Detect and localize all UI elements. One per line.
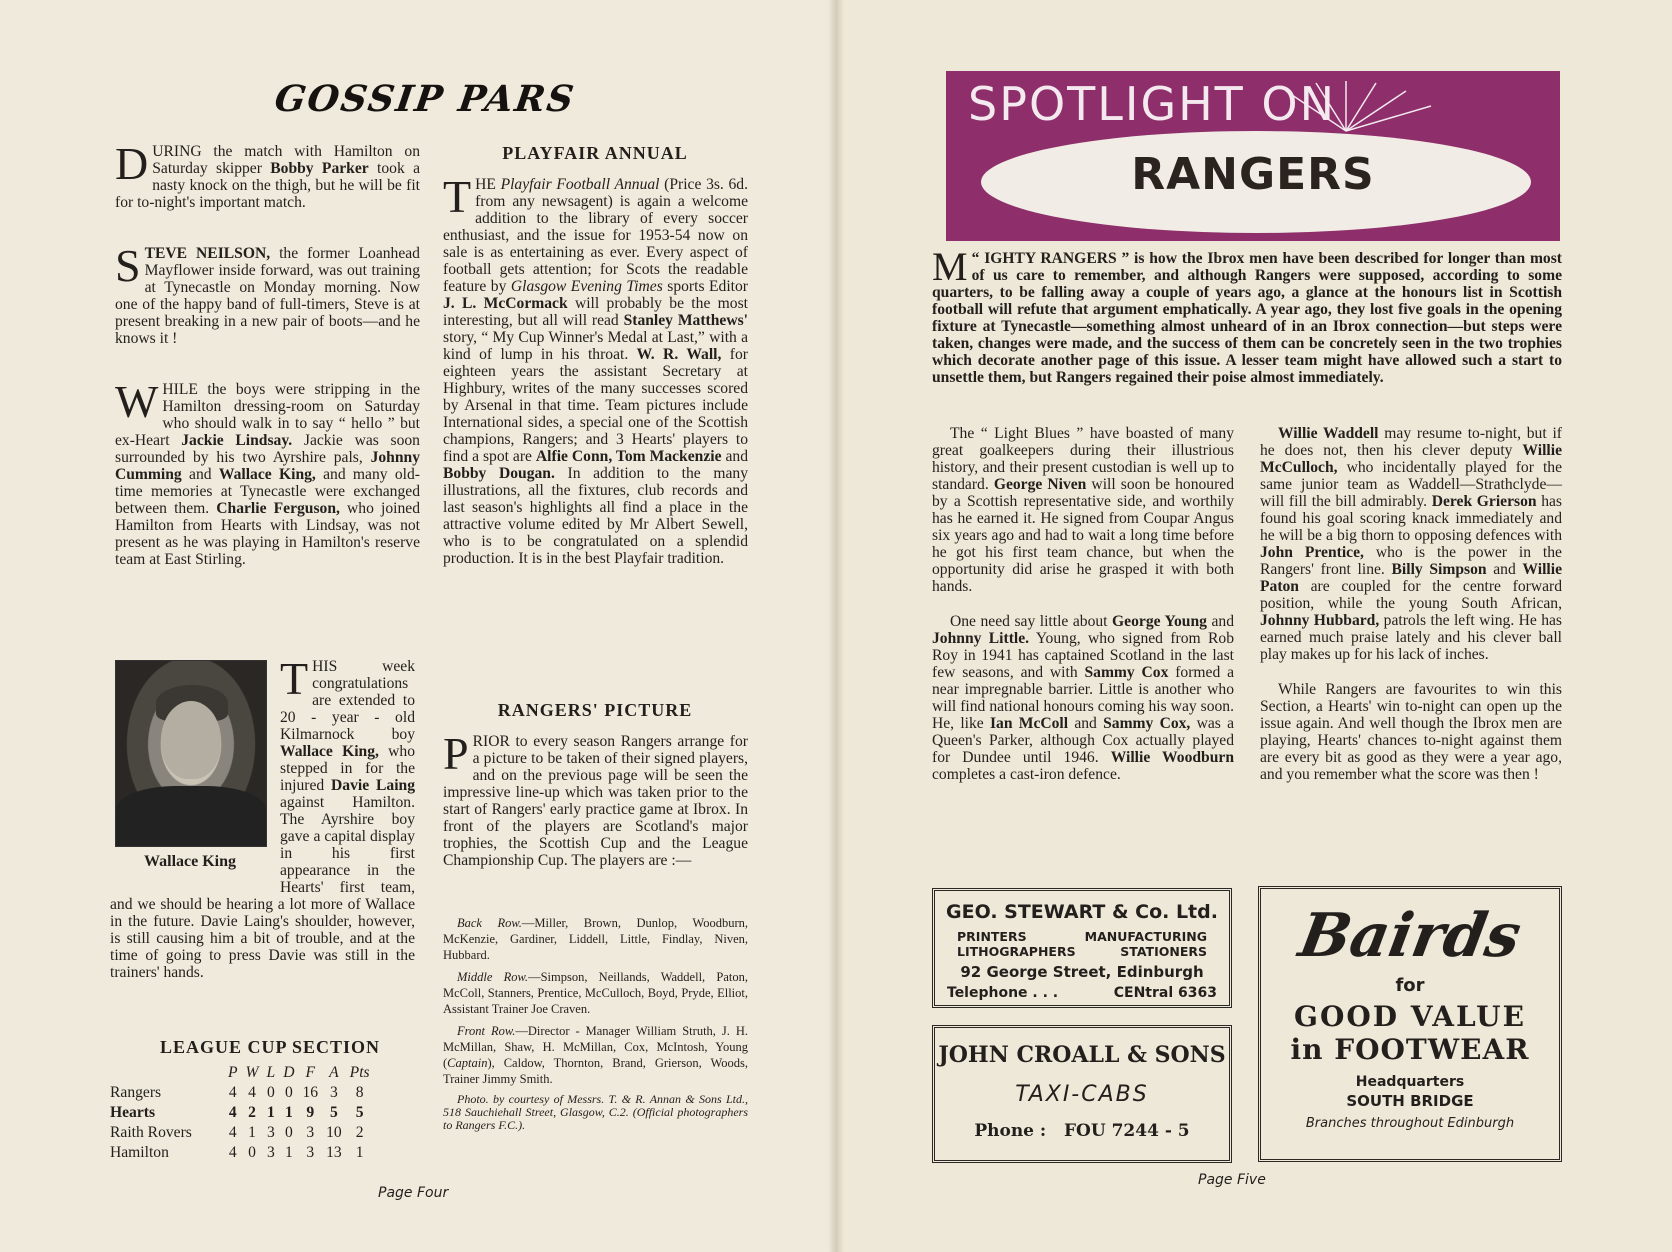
league-heading: LEAGUE CUP SECTION bbox=[159, 1037, 381, 1057]
gossip-column bbox=[115, 138, 420, 602]
gossip-para-1: DURING the match with Hamilton on Saturday skipper Bobby Parker took a nasty knock on the thigh, but he will be fit for to-night's important match. bbox=[115, 138, 420, 211]
middle-row: Middle Row.—Simpson, Neillands, Waddell, Paton, McColl, Stanners, Prentice, McCulloch, Boyd, Pryde, Elliot, Assistant Trainer Joe Craven. bbox=[443, 970, 748, 1016]
stewart-stationers: STATIONERS bbox=[1120, 944, 1207, 959]
player-rows bbox=[443, 915, 748, 1138]
gossip-para-3: WHILE the boys were stripping in the Hamilton dressing-room on Saturday who should walk in to say “ hello ” but ex-Heart Jackie Lindsay. Jackie was soon surrounded by his two Ayrshire pals, Johnny Cumming and Wallace King, and many old-time memories at Tynecastle were exchanged between them. Charlie Ferguson, who joined Hamilton from Hearts with Lindsay, was not present as he was playing in Hamilton's reserve team at East Stirling. bbox=[115, 376, 420, 568]
stewart-manufacturing: MANUFACTURING bbox=[1084, 929, 1207, 944]
bairds-branches: Branches throughout Edinburgh bbox=[1305, 1116, 1515, 1131]
ad-bairds bbox=[1258, 886, 1562, 1162]
photo-credit: Photo. by courtesy of Messrs. T. & R. Annan & Sons Ltd., 518 Sauchiehall Street, Glasgow, C.2. (Official photographers to Rangers F.C.). bbox=[443, 1092, 748, 1132]
playfair-heading: PLAYFAIR ANNUAL bbox=[502, 143, 688, 163]
bairds-good-value: GOOD VALUE bbox=[1294, 1000, 1526, 1033]
ad-geo-stewart bbox=[932, 888, 1232, 1008]
banner-rangers: RANGERS bbox=[1131, 149, 1375, 200]
spotlight-banner bbox=[946, 71, 1560, 241]
table-row: Hamilton 4 0 3 1 3 13 1 bbox=[110, 1144, 364, 1161]
rangers-picture-heading: RANGERS' PICTURE bbox=[497, 700, 693, 720]
table-row: Rangers 4 4 0 0 16 3 8 bbox=[110, 1084, 364, 1101]
spotlight-col-1 bbox=[932, 425, 1234, 817]
table-row: Raith Rovers 4 1 3 0 3 10 2 bbox=[110, 1124, 364, 1141]
page-fold bbox=[828, 0, 844, 1252]
col2-para-2: While Rangers are favourites to win this Section, a Hearts' win to-night can open up the issue again. And well though the Ibrox men are playing, Hearts' chances to-night against them are every bit as good as they were a year ago, and you remember what the score was then ! bbox=[1260, 681, 1562, 783]
bairds-for: for bbox=[1395, 975, 1425, 996]
bairds-logo: Bairds bbox=[1293, 901, 1527, 971]
stewart-lithographers: LITHOGRAPHERS bbox=[957, 944, 1076, 959]
col2-para-1: Willie Waddell may resume to-night, but if he does not, then his clever deputy Willie McCulloch, who incidentally played for the same junior team as Waddell—Strathclyde—will fill the bill admirably. Derek Grierson has found his goal scoring knack immediately and he will be a big thorn to opposing defences with John Prentice, who is the power in the Rangers' front line. Billy Simpson and Willie Paton are coupled for the centre forward position, while the young South African, Johnny Hubbard, patrols the left wing. He has earned much praise lately and his clever ball play makes up for his lack of inches. bbox=[1260, 425, 1562, 663]
bairds-hq-location: SOUTH BRIDGE bbox=[1346, 1092, 1474, 1110]
playfair-article: THE Playfair Football Annual (Price 3s. 6d. from any newsagent) is again a welcome addition to the library of every soccer enthusiast, and the issue for 1953-54 now on sale is as entertaining as ever. Every aspect of football gets attention; for Scots the readable feature by Glasgow Evening Times sports Editor J. L. McCormack will probably be the most interesting, but all will read Stanley Matthews' story, “ My Cup Winner's Medal at Last,” with a kind of lump in his throat. W. R. Wall, for eighteen years the assistant Secretary at Highbury, writes of the many successes scored by Arsenal in that time. Team pictures include International sides, a special one of the Scottish champions, Rangers; and 3 Hearts' players to find a spot are Alfie Conn, Tom Mackenzie and Bobby Dougan. In addition to the many illustrations, all the fixtures, club records and last season's highlights all find a place in the attractive volume edited by Mr Albert Sewell, who is to be congratulated on a splendid production. It is in the best Playfair tradition. bbox=[443, 171, 749, 567]
stewart-address: 92 George Street, Edinburgh bbox=[960, 963, 1204, 981]
spotlight-on-text: SPOTLIGHT ON bbox=[968, 77, 1337, 131]
photo-caption: Wallace King bbox=[144, 853, 236, 870]
col1-para-2: One need say little about George Young and Johnny Little. Young, who signed from Rob Roy in 1941 has captained Scotland in the last few seasons, and with Sammy Cox formed a near impregnable barrier. Little is another who will find national honours coming his way soon. He, like Ian McColl and Sammy Cox, was a Queen's Parker, although Cox actually played for Dundee until 1946. Willie Woodburn completes a cast-iron defence. bbox=[932, 613, 1235, 783]
table-row: Hearts 4 2 1 1 9 5 5 bbox=[110, 1104, 364, 1121]
spotlight-col-2 bbox=[1260, 425, 1562, 817]
spotlight-intro: “ M IGHTY RANGERS ” is how the Ibrox men have been described for longer than most of us care to remember, and although Rangers were supposed, according to some quarters, to be falling away a couple of years ago, a glance at the honours list in Scottish football will refute that argument emphatically. A year ago, they lost five goals in the opening fixture at Tynecastle—something almost unheard of in an Ibrox connection—but steps were taken, changes were made, and the success of them can be concretely seen in the two trophies which decorate another page of this issue. A lesser team might have allowed such a start to unsettle them, but Rangers regained their poise almost immediately. bbox=[932, 244, 1562, 386]
stewart-name: GEO. STEWART & Co. Ltd. bbox=[946, 901, 1218, 923]
gossip-para-2: STEVE NEILSON, the former Loanhead Mayflower inside forward, was out training at Tynecastle on Monday morning. Now one of the happy band of full-timers, Steve is at present breaking in a new pair of boots—and he knows it ! bbox=[115, 240, 420, 347]
league-table bbox=[106, 1063, 374, 1163]
page-five-label: Page Five bbox=[1198, 1172, 1266, 1188]
croall-phone: FOU 7244 - 5 bbox=[1063, 1121, 1190, 1141]
croall-service: TAXI-CABS bbox=[1015, 1082, 1149, 1107]
wallace-king-para: THIS week congratulations are extended to 20 - year - old Kilmarnock boy Wallace King, who stepped in for the injured Davie Laing against Hamilton. The Ayrshire boy gave a capital display in his first appearance in the Hearts' first team, and we should be hearing a lot more of Wallace in the future. Davie Laing's shoulder, however, is still causing him a bit of trouble, and at the time of going to press Davie was still in the trainers' hands. bbox=[110, 653, 415, 981]
bairds-footwear: in FOOTWEAR bbox=[1290, 1033, 1530, 1066]
page-four-label: Page Four bbox=[378, 1185, 449, 1201]
rangers-picture-text: RIOR to every season Rangers arrange for a picture to be taken of their signed players, and on the previous page will be seen the impressive line-up which was taken prior to the start of Rangers' early practice game at Ibrox. In front of the players are Scotland's major trophies, the Scottish Cup and the League Championship Cup. The players are :— bbox=[443, 733, 748, 869]
playfair-text: HE Playfair Football Annual (Price 3s. 6d. from any newsagent) is again a welcome addition to the library of every soccer enthusiast, and the issue for 1953-54 now on sale is as entertaining as ever. Every aspect of football gets attention; for Scots the readable feature by Glasgow Evening Times sports Editor J. L. McCormack will probably be the most interesting, but all will read Stanley Matthews' story, “ My Cup Winner's Medal at Last,” with a kind of lump in his throat. W. R. Wall, for eighteen years the assistant Secretary at Highbury, writes of the many successes scored by Arsenal in that time. Team pictures include International sides, a special one of the Scottish champions, Rangers; and 3 Hearts' players to find a spot are Alfie Conn, Tom Mackenzie and Bobby Dougan. In addition to the many illustrations, all the fixtures, club records and last season's highlights all find a place in the attractive volume edited by Mr Albert Sewell, who is to be congratulated on a splendid production. It is in the best Playfair tradition. bbox=[443, 176, 749, 567]
col1-para-1: The “ Light Blues ” have boasted of many great goalkeepers during their illustrious history, and their present custodian is well up to standard. George Niven will soon be honoured by a Scottish representative side, and worthily has he earned it. He signed from Coupar Angus six years ago and had to wait a long time before he got his first team chance, but when the opportunity did arise he grasped it with both hands. bbox=[932, 425, 1234, 595]
croall-name: JOHN CROALL & SONS bbox=[938, 1042, 1226, 1068]
croall-phone-label: Phone : bbox=[974, 1121, 1047, 1141]
bairds-hq: Headquarters bbox=[1355, 1074, 1465, 1090]
stewart-tel-label: Telephone . . . bbox=[947, 985, 1059, 1001]
back-row: Back Row.—Miller, Brown, Dunlop, Woodburn, McKenzie, Gardiner, Liddell, Little, Findlay, Niven, Hubbard. bbox=[443, 916, 748, 962]
gossip-pars-title: GOSSIP PARS bbox=[272, 78, 579, 120]
rangers-picture-article: PRIOR to every season Rangers arrange for a picture to be taken of their signed players, and on the previous page will be seen the impressive line-up which was taken prior to the start of Rangers' early practice game at Ibrox. In front of the players are Scotland's major trophies, the Scottish Cup and the League Championship Cup. The players are :— bbox=[443, 728, 748, 869]
front-row: Front Row.—Director - Manager William Struth, J. H. McMillan, Shaw, H. McMillan, Cox, McIntosh, Young (Captain), Caldow, Thornton, Brand, Grierson, Woods, Trainer Jimmy Smith. bbox=[443, 1024, 748, 1086]
stewart-tel: CENtral 6363 bbox=[1113, 985, 1217, 1001]
ad-john-croall bbox=[932, 1025, 1232, 1163]
league-header-row: P W L D F A Pts bbox=[228, 1064, 370, 1081]
stewart-printers: PRINTERS bbox=[957, 929, 1027, 944]
